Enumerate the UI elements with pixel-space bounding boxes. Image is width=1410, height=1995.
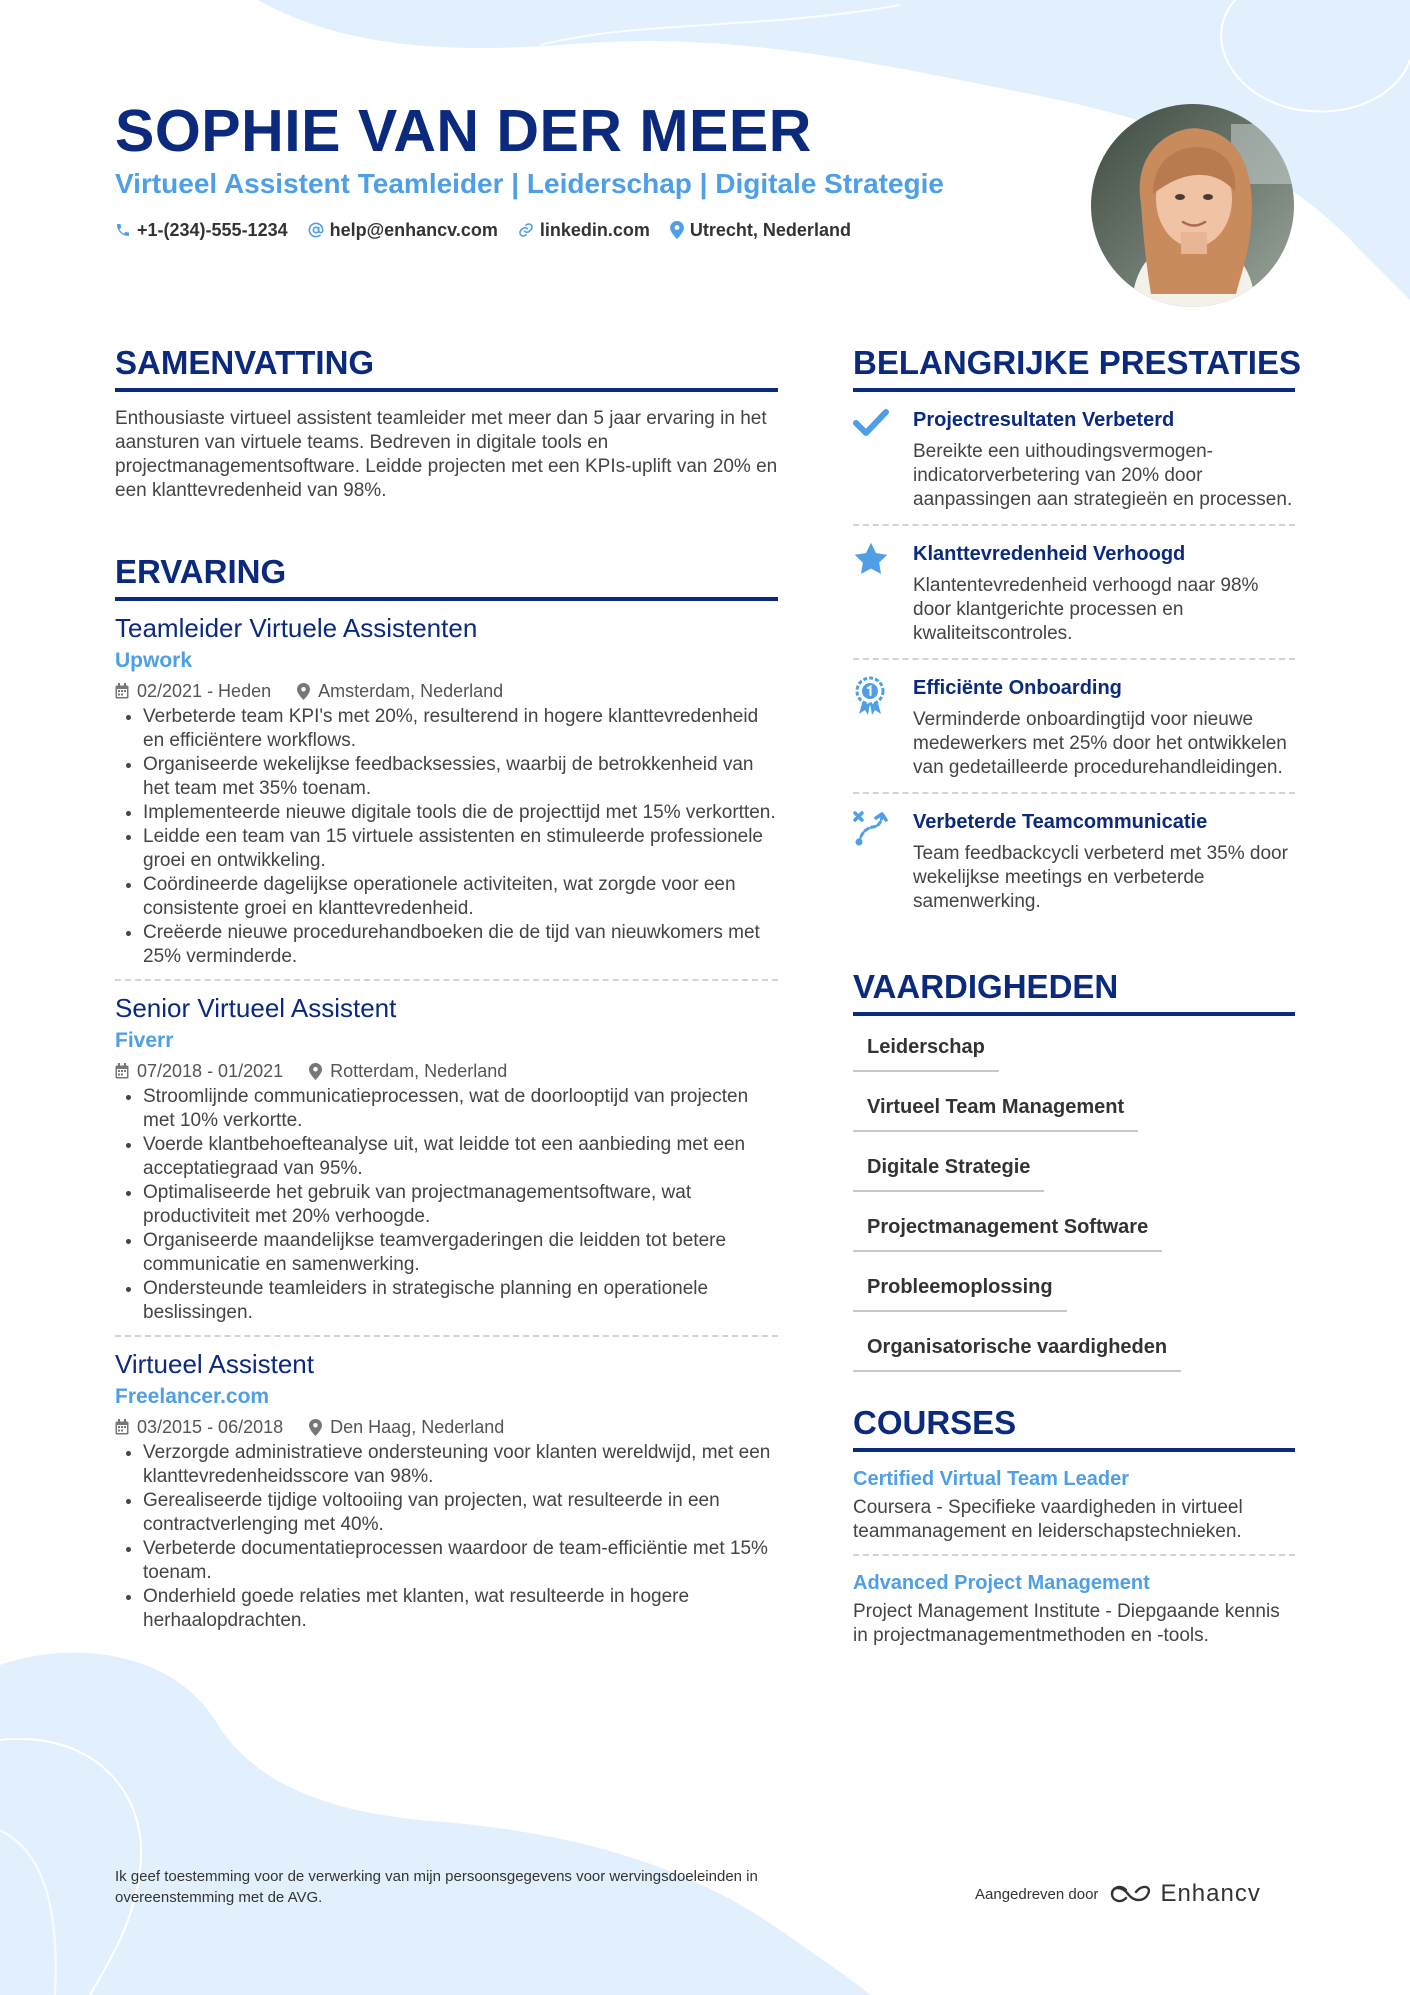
email-text: help@enhancv.com xyxy=(329,220,498,240)
job-location-text: Rotterdam, Nederland xyxy=(330,1061,508,1081)
course-item xyxy=(853,1556,1295,1658)
course-title: Advanced Project Management xyxy=(853,1572,1150,1594)
award-ribbon-icon xyxy=(853,674,895,780)
company-name: Fiverr xyxy=(115,1029,174,1052)
summary-text: Enthousiaste virtueel assistent teamleider met meer dan 5 jaar ervaring in het aansturen van virtuele teams. Bedreven in digitale tools en projectmanagementsoftware. Leidde projecten met een KPIs-uplift van 20% en een klanttevredenheid van 98%. xyxy=(115,408,778,501)
job-location-text: Den Haag, Nederland xyxy=(330,1417,505,1437)
job-location-text: Amsterdam, Nederland xyxy=(318,681,504,701)
job-location xyxy=(309,1059,507,1083)
course-desc: Project Management Institute - Diepgaande kennis in projectmanagementmethoden en -tools. xyxy=(853,1601,1280,1646)
powered-by-label: Aangedreven door xyxy=(975,1885,1099,1903)
contact-bar xyxy=(115,218,871,242)
bullet-item: • Verbeterde documentatieprocessen waardoor de team-efficiëntie met 15% toenam. xyxy=(143,1537,778,1585)
phone-icon xyxy=(115,222,131,238)
skill-tag: Digitale Strategie xyxy=(853,1154,1044,1192)
link-icon xyxy=(518,222,534,238)
location-pin-icon xyxy=(309,1063,322,1080)
achievement-desc: Verminderde onboardingtijd voor nieuwe medewerkers met 25% door het ontwikkelen van gedetailleerde procedurehandleidingen. xyxy=(913,709,1287,778)
skill-tag: Projectmanagement Software xyxy=(853,1214,1162,1252)
summary-heading: SAMENVATTING xyxy=(115,340,778,392)
achievement-title: Projectresultaten Verbeterd xyxy=(913,409,1175,431)
job-title: Virtueel Assistent xyxy=(115,1349,314,1379)
job-dates xyxy=(115,1059,283,1083)
experience-section xyxy=(115,549,778,1643)
star-icon xyxy=(853,540,895,646)
company-name: Upwork xyxy=(115,649,193,672)
courses-section xyxy=(853,1400,1295,1658)
courses-heading: COURSES xyxy=(853,1400,1295,1452)
course-item xyxy=(853,1452,1295,1554)
calendar-icon xyxy=(115,1063,129,1079)
bullet-item: • Verzorgde administratieve ondersteuning voor klanten wereldwijd, met een klanttevredenheidsscore van 98%. xyxy=(143,1441,778,1489)
bullet-item: • Leidde een team van 15 virtuele assistenten en stimuleerde professionele groei en ontwikkeling. xyxy=(143,825,778,873)
bullet-item: • Gerealiseerde tijdige voltooiing van projecten, wat resulteerde in een contractverlenging met 40%. xyxy=(143,1489,778,1537)
summary-section xyxy=(115,340,778,503)
contact-phone[interactable] xyxy=(115,218,288,242)
gdpr-consent: Ik geef toestemming voor de verwerking van mijn persoonsgegevens voor wervingsdoeleinden in overeenstemming met de AVG. xyxy=(115,1868,758,1906)
job-bullets xyxy=(115,1441,778,1633)
linkedin-text: linkedin.com xyxy=(539,220,650,240)
powered-by[interactable] xyxy=(975,1880,1261,1908)
achievement-desc: Klantentevredenheid verhoogd naar 98% door klantgerichte processen en kwaliteitscontroles. xyxy=(913,575,1259,644)
bullet-item: • Optimaliseerde het gebruik van projectmanagementsoftware, wat productiviteit met 20% verhoogde. xyxy=(143,1181,778,1229)
location-pin-icon xyxy=(670,221,684,239)
bullet-item: • Implementeerde nieuwe digitale tools die de projecttijd met 15% verkortten. xyxy=(143,801,778,825)
skill-tag: Probleemoplossing xyxy=(853,1274,1067,1312)
skills-list xyxy=(853,1034,1295,1372)
check-icon xyxy=(853,406,895,512)
profile-photo xyxy=(1091,104,1294,307)
achievement-item xyxy=(853,526,1295,658)
job-meta xyxy=(115,1059,778,1083)
achievements-heading: BELANGRIJKE PRESTATIES xyxy=(853,340,1295,392)
location-pin-icon xyxy=(309,1419,322,1436)
job-meta xyxy=(115,1415,778,1439)
achievement-desc: Team feedbackcycli verbeterd met 35% door wekelijkse meetings en verbeterde samenwerking. xyxy=(913,843,1288,912)
job-location xyxy=(297,679,503,703)
right-column xyxy=(853,340,1301,1658)
bullet-item: • Ondersteunde teamleiders in strategische planning en operationele beslissingen. xyxy=(143,1277,778,1325)
achievement-title: Verbeterde Teamcommunicatie xyxy=(913,811,1208,833)
location-pin-icon xyxy=(297,683,310,700)
achievement-title: Efficiënte Onboarding xyxy=(913,677,1122,699)
job-divider xyxy=(115,979,778,981)
enhancv-logo-icon xyxy=(1108,1882,1154,1906)
job-entry xyxy=(115,991,778,1335)
achievements-section xyxy=(853,340,1301,926)
bullet-item: • Organiseerde wekelijkse feedbacksessies, waarbij de betrokkenheid van het team met 35% toenam. xyxy=(143,753,778,801)
bullet-item: • Stroomlijnde communicatieprocessen, wat de doorlooptijd van projecten met 10% verkortte. xyxy=(143,1085,778,1133)
job-entry xyxy=(115,1347,778,1643)
course-title: Certified Virtual Team Leader xyxy=(853,1468,1130,1490)
skill-tag: Leiderschap xyxy=(853,1034,999,1072)
job-title: Senior Virtueel Assistent xyxy=(115,993,397,1023)
candidate-name: SOPHIE VAN DER MEER xyxy=(115,98,812,164)
experience-heading: ERVARING xyxy=(115,549,778,601)
bullet-item: • Coördineerde dagelijkse operationele activiteiten, wat zorgde voor een consistente groei en klanttevredenheid. xyxy=(143,873,778,921)
course-desc: Coursera - Specifieke vaardigheden in virtueel teammanagement en leiderschapstechnieken. xyxy=(853,1497,1243,1542)
calendar-icon xyxy=(115,1419,129,1435)
location-text: Utrecht, Nederland xyxy=(689,220,851,240)
achievement-item xyxy=(853,392,1295,524)
job-bullets xyxy=(115,705,778,969)
job-dates-text: 03/2015 - 06/2018 xyxy=(137,1417,284,1437)
strategy-path-icon xyxy=(853,808,895,914)
at-sign-icon xyxy=(308,222,324,238)
job-dates xyxy=(115,679,271,703)
job-dates-text: 07/2018 - 01/2021 xyxy=(137,1061,284,1081)
calendar-icon xyxy=(115,683,129,699)
candidate-headline: Virtueel Assistent Teamleider | Leiderschap | Digitale Strategie xyxy=(115,168,944,199)
brand-name: Enhancv xyxy=(1160,1880,1261,1907)
job-dates xyxy=(115,1415,283,1439)
job-location xyxy=(309,1415,504,1439)
skill-tag: Virtueel Team Management xyxy=(853,1094,1138,1132)
left-column xyxy=(115,340,778,1643)
bullet-item: • Onderhield goede relaties met klanten, wat resulteerde in hogere herhaalopdrachten. xyxy=(143,1585,778,1633)
job-dates-text: 02/2021 - Heden xyxy=(137,681,272,701)
achievement-item xyxy=(853,794,1295,926)
job-entry xyxy=(115,611,778,979)
job-title: Teamleider Virtuele Assistenten xyxy=(115,613,478,643)
skill-tag: Organisatorische vaardigheden xyxy=(853,1334,1181,1372)
achievement-desc: Bereikte een uithoudingsvermogen-indicatorverbetering van 20% door aanpassingen aan strategieën en processen. xyxy=(913,441,1293,510)
contact-email[interactable] xyxy=(308,218,498,242)
skills-heading: VAARDIGHEDEN xyxy=(853,964,1295,1016)
achievement-item xyxy=(853,660,1295,792)
bullet-item: • Organiseerde maandelijkse teamvergaderingen die leidden tot betere communicatie en samenwerking. xyxy=(143,1229,778,1277)
job-meta xyxy=(115,679,778,703)
bullet-item: • Creëerde nieuwe procedurehandboeken die de tijd van nieuwkomers met 25% verminderde. xyxy=(143,921,778,969)
contact-location xyxy=(670,218,851,242)
achievement-title: Klanttevredenheid Verhoogd xyxy=(913,543,1186,565)
bullet-item: • Verbeterde team KPI's met 20%, resulterend in hogere klanttevredenheid en efficiëntere workflows. xyxy=(143,705,778,753)
phone-text: +1-(234)-555-1234 xyxy=(137,220,288,240)
skills-section xyxy=(853,964,1295,1372)
job-divider xyxy=(115,1335,778,1337)
bullet-item: • Voerde klantbehoefteanalyse uit, wat leidde tot een aanbieding met een acceptatiegraad van 95%. xyxy=(143,1133,778,1181)
contact-linkedin[interactable] xyxy=(518,218,650,242)
job-bullets xyxy=(115,1085,778,1325)
company-name: Freelancer.com xyxy=(115,1385,270,1408)
